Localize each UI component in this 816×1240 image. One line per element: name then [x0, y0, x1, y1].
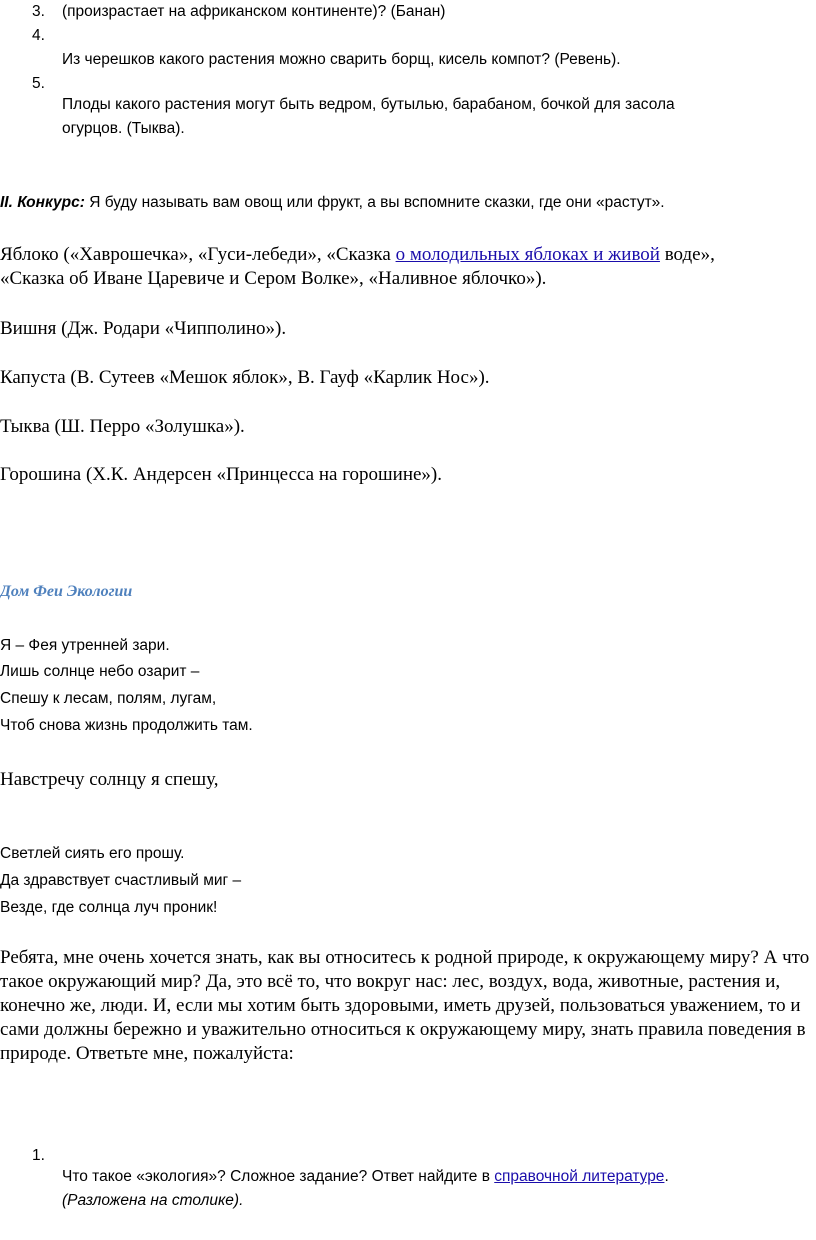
- list-number-1: 1.: [32, 1147, 45, 1164]
- riddle-5-text-line1: Плоды какого растения могут быть ведром, бутылью, барабаном, бочкой для засола: [62, 96, 675, 113]
- poem-line: Светлей сиять его прошу.: [0, 845, 185, 862]
- apple-tales-line1: [0, 244, 715, 266]
- question-1-prompt: Что такое «экология»? Сложное задание? Ответ найдите в: [62, 1168, 495, 1185]
- apple-tales-text: Яблоко («Хаврошечка», «Гуси-лебеди», «Сказка: [0, 244, 396, 265]
- cherry-tale: Вишня (Дж. Родари «Чипполино»).: [0, 318, 287, 339]
- apple-tales-line2: «Сказка об Иване Царевиче и Сером Волке», «Наливное яблочко»).: [0, 268, 547, 289]
- apple-tales-text-end: воде»,: [659, 244, 715, 265]
- intro-paragraph: Ребята, мне очень хочется знать, как вы относитесь к родной природе, к окружающему миру? А что такое окружающий мир? Да, это всё то, что вокруг нас: лес, воздух, вода, животные, растения и, конечно же, люди. И, если мы хотим быть здоровыми, иметь друзей, пользоваться уважением, то и сами должны бережно и уважительно относиться к окружающему миру, знать правила поведения в природе. Ответьте мне, пожалуйста:: [0, 947, 810, 1064]
- question-1-note: (Разложена на столике).: [62, 1192, 244, 1209]
- poem-line: Спешу к лесам, полям, лугам,: [0, 690, 217, 707]
- contest-label: II. Конкурс:: [0, 194, 85, 211]
- reference-literature-link[interactable]: справочной литературе: [494, 1168, 665, 1185]
- poem-line: Везде, где солнца луч проник!: [0, 899, 218, 916]
- poem-line: Я – Фея утренней зари.: [0, 637, 170, 654]
- riddle-4-text: Из черешков какого растения можно сварить борщ, кисель компот? (Ревень).: [62, 51, 621, 68]
- cabbage-tale: Капуста (В. Сутеев «Мешок яблок», В. Гауф «Карлик Нос»).: [0, 367, 490, 388]
- poem-line: Чтоб снова жизнь продолжить там.: [0, 717, 253, 734]
- section-heading: Дом Феи Экологии: [0, 583, 133, 600]
- riddle-3-text: (произрастает на африканском континенте)? (Банан): [62, 3, 446, 20]
- list-number-3: 3.: [32, 3, 45, 20]
- molodilnye-apples-link[interactable]: о молодильных яблоках и живой: [395, 244, 660, 265]
- pea-tale: Горошина (Х.К. Андерсен «Принцесса на горошине»).: [0, 464, 443, 485]
- list-number-5: 5.: [32, 75, 45, 92]
- poem-line-serif: Навстречу солнцу я спешу,: [0, 769, 219, 790]
- contest-line: [0, 194, 665, 212]
- pumpkin-tale: Тыква (Ш. Перро «Золушка»).: [0, 416, 245, 437]
- question-1-text: [62, 1168, 669, 1186]
- list-number-4: 4.: [32, 27, 45, 44]
- question-1-period: .: [664, 1168, 669, 1185]
- riddle-5-text-line2: огурцов. (Тыква).: [62, 120, 185, 137]
- contest-text: Я буду называть вам овощ или фрукт, а вы вспомните сказки, где они «растут».: [84, 194, 665, 211]
- poem-line: Да здравствует счастливый миг –: [0, 872, 242, 889]
- poem-line: Лишь солнце небо озарит –: [0, 663, 200, 680]
